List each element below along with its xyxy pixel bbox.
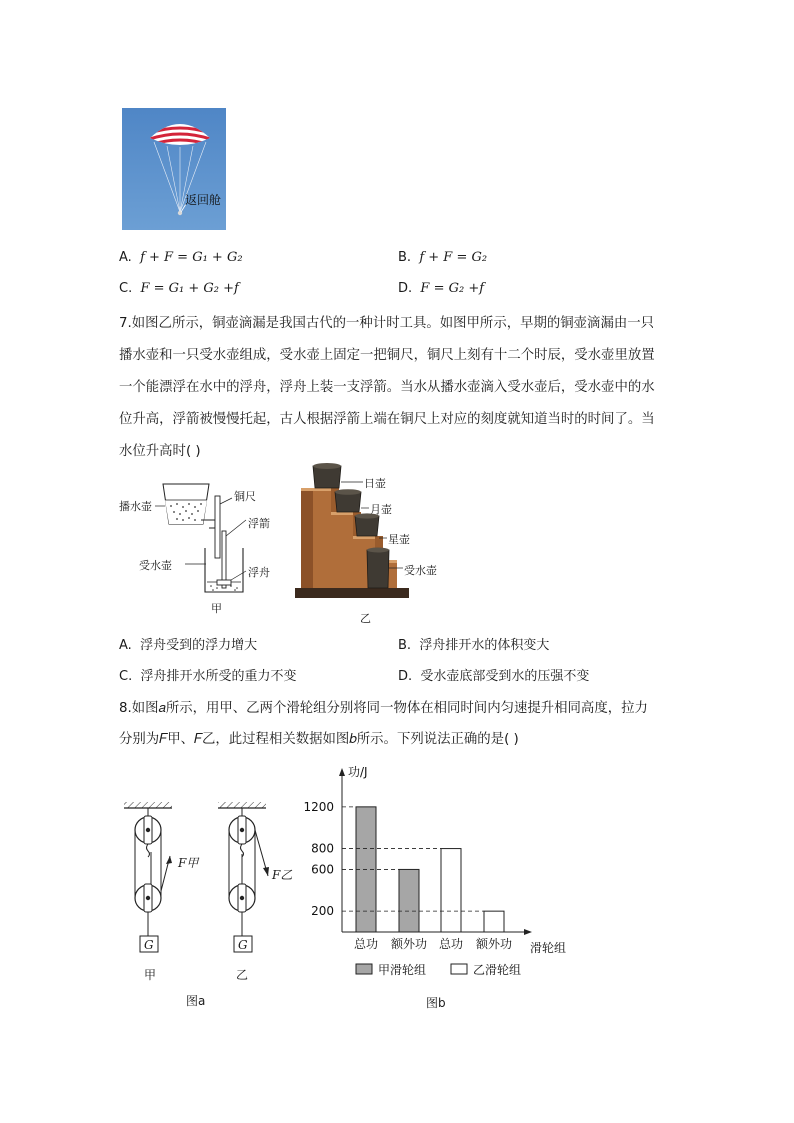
y-tick-label: 600 (311, 862, 334, 877)
label-receiving-pot-yi: 受水壶 (404, 564, 437, 577)
q6-option-a[interactable]: A. f + F = G₁ + G₂ (119, 250, 243, 265)
q6-option-b[interactable]: B. f + F = G₂ (398, 250, 488, 265)
caption-figure-b: 图b (426, 996, 446, 1010)
legend-label-yi: 乙滑轮组 (473, 963, 522, 977)
water-clock-photo-yi (291, 458, 451, 628)
label-receiving-pot: 受水壶 (139, 559, 172, 572)
y-tick-label: 200 (311, 904, 334, 919)
legend-label-jia: 甲滑轮组 (378, 963, 427, 977)
q7-option-a[interactable]: A. 浮舟受到的浮力增大 (119, 638, 258, 653)
bar (441, 849, 461, 932)
caption-yi: 乙 (360, 612, 371, 625)
category-label: 额外功 (390, 937, 428, 951)
category-label: 额外功 (475, 937, 513, 951)
chart-svg (296, 756, 586, 1012)
q7-line-1: 7.如图乙所示，铜壶滴漏是我国古代的一种计时工具。如图甲所示，早期的铜壶滴漏由一只 (119, 316, 655, 331)
y-axis-label: 功/J (348, 765, 368, 779)
category-label: 总功 (353, 937, 379, 951)
pulley-label-yi: 乙 (236, 968, 249, 982)
q7-line-2: 播水壶和一只受水壶组成，受水壶上固定一把铜尺，铜尺上刻有十二个时辰，受水壶里放置 (119, 348, 655, 363)
x-axis-arrow (524, 929, 532, 935)
q7-line-4: 位升高，浮箭被慢慢托起，古人根据浮箭上端在铜尺上对应的刻度就知道当时的时间了。当 (119, 412, 655, 427)
category-label: 总功 (438, 937, 464, 951)
q6-option-c[interactable]: C. F = G₁ + G₂ +f (119, 281, 239, 296)
x-axis-label: 滑轮组 (530, 941, 567, 955)
q7-option-d[interactable]: D. 受水壶底部受到水的压强不变 (398, 669, 590, 684)
q7-option-c[interactable]: C. 浮舟排开水所受的重力不变 (119, 669, 297, 684)
legend-swatch-jia (356, 964, 372, 974)
force-label-jia: F甲 (178, 856, 199, 870)
caption-jia: 甲 (211, 602, 222, 615)
y-tick-label: 1200 (303, 799, 334, 814)
caption-figure-a: 图a (186, 994, 206, 1008)
q6-option-d[interactable]: D. F = G₂ +f (398, 281, 485, 296)
y-axis-arrow (339, 768, 345, 776)
weight-label-yi: G (238, 938, 248, 952)
work-bar-chart (296, 756, 586, 1012)
label-float-arrow: 浮箭 (248, 517, 270, 530)
y-tick-label: 800 (311, 841, 334, 856)
label-supply-pot: 播水壶 (119, 500, 152, 513)
label-float-boat: 浮舟 (248, 566, 270, 579)
bar (484, 911, 504, 932)
q7-line-3: 一个能漂浮在水中的浮舟，浮舟上装一支浮箭。当水从播水壶滴入受水壶后，受水壶中的水 (119, 380, 655, 395)
pulley-label-jia: 甲 (144, 968, 157, 982)
force-label-yi: F乙 (272, 868, 293, 882)
label-sun-pot: 日壶 (364, 477, 386, 490)
label-bronze-ruler: 铜尺 (234, 490, 256, 503)
reentry-capsule-photo (122, 108, 226, 230)
q8-line-2: 分别为𝐹甲、𝐹乙，此过程相关数据如图𝑏所示。下列说法正确的是( ) (119, 732, 519, 747)
legend-swatch-yi (451, 964, 467, 974)
label-star-pot: 星壶 (388, 533, 410, 546)
capsule-label: 返回舱 (185, 193, 222, 207)
label-moon-pot: 月壶 (370, 503, 392, 516)
water-clock-diagram-jia (119, 476, 289, 616)
bar (399, 869, 419, 932)
pulley-systems-figure-a (118, 796, 298, 1011)
q7-option-b[interactable]: B. 浮舟排开水的体积变大 (398, 638, 550, 653)
q8-line-1: 8.如图𝑎所示，用甲、乙两个滑轮组分别将同一物体在相同时间内匀速提升相同高度，拉力 (119, 701, 648, 716)
q7-line-5: 水位升高时( ) (119, 444, 201, 459)
weight-label-jia: G (144, 938, 154, 952)
